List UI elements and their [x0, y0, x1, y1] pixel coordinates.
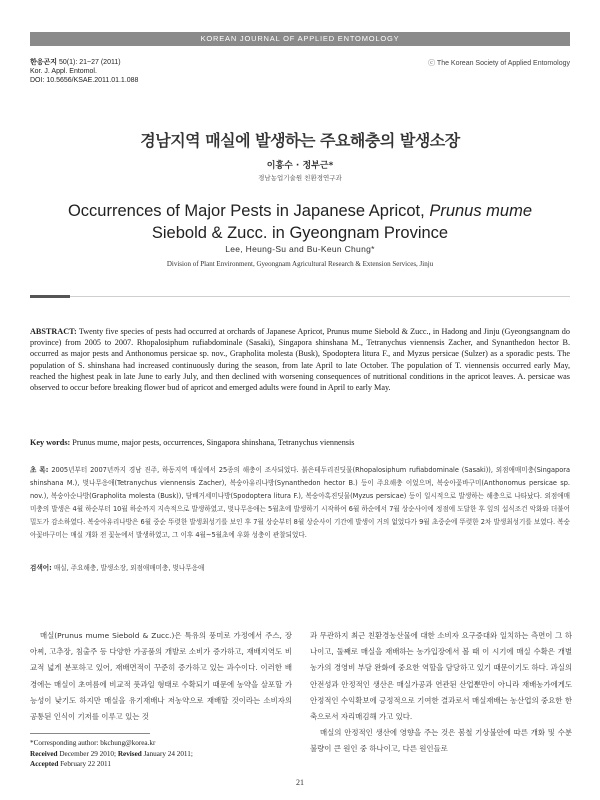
english-authors: Lee, Heung-Su and Bu-Keun Chung*: [225, 244, 375, 254]
korean-authors: 이흥수 · 정부근*: [266, 161, 334, 171]
abstract-text: Twenty five species of pests had occurred at orchards of Japanese Apricot, Prunus mume Siebold & Zucc., in Hadong and Jinju (Gyeongsangnam do province) from 2005 to 2007. Rhopalosiphum rufiabdominale (Sasaki), Singapora shinshana M., Tetranychus viennensis Zacher, and Synanthedon hector B. occurred as major pests and Anthonomus persicae sp. nov., Grapholita molesta (Busk), Spodoptera litura F., and Myzus persicae (Sulzer) as a sporadic pests. The population of S. shinshana had increased continuously during the season, from late April to late October. The population of T. viennensis occurred early May, reached the highest peak in late June to early July, and then declined with worsening consequences of nutritional conditions in the apricot leaves. A. persicae was observed to occur before breaking flower bud of apricot and emerged adults were found in April to early May.: [30, 327, 570, 393]
keywords-text: Prunus mume, major pests, occurrences, Singapora shinshana, Tetranychus viennensis: [72, 438, 355, 447]
english-abstract: [30, 326, 570, 393]
volume-info: 50(1): 21~27 (2011): [59, 59, 121, 66]
keywords-label: Key words:: [30, 438, 71, 447]
received-label: Received: [30, 749, 58, 758]
section-divider-accent: [30, 295, 70, 298]
korean-keywords: [30, 562, 570, 574]
page-number: 21: [296, 778, 304, 787]
korean-keywords-label: 검색어:: [30, 564, 52, 572]
korean-title: 경남지역 매실에 발생하는 주요해충의 발생소장: [140, 131, 460, 150]
body-column-right: [310, 628, 572, 758]
body-paragraph: 매실의 안정적인 생산에 영향을 주는 것은 봄철 기상불안에 따른 개화 및 수분 불량이 큰 원인 중 하나이고, 다른 원인들로: [310, 728, 572, 754]
english-title-line2: Siebold & Zucc. in Gyeongnam Province: [151, 224, 449, 242]
english-keywords: [30, 437, 570, 448]
society-copyright: ⓒ The Korean Society of Applied Entomology: [428, 60, 570, 67]
korean-affiliation: 경남농업기술원 친환경연구과: [258, 174, 342, 182]
english-title-line1: Occurrences of Major Pests in Japanese Apricot,: [67, 202, 430, 220]
body-paragraph: 매실(Prunus mume Siebold & Zucc.)은 특유의 풍미로 가정에서 주스, 장아찌, 고추장, 침출주 등 다양한 가공품의 개발로 소비가 증가하고, 재배지역도 비교적 넓게 분포하고 있어, 재배면적이 꾸준히 증가하고 있는 과수이다. 이러한 배경에는 매실이 초여름에 비교적 풋과일 형태로 수확되기 때문에 농약을 살포할 가능성이 낮기도 하지만 매실을 유기재배나 저농약으로 재배할 것이라는 소비자의 공통된 인식이 기저를 이루고 있는 것: [30, 631, 292, 722]
section-divider: [30, 296, 570, 297]
revised-date: January 24 2011;: [143, 749, 193, 758]
corresponding-email[interactable]: bkchung@korea.kr: [100, 739, 156, 747]
body-paragraph: 과 무관하지 최근 친환경농산물에 대한 소비자 요구증대와 일치하는 측면이 그 하나이고, 둘째로 매실을 재배하는 농가입장에서 볼 때 이 시기에 매실 수확은 개별농가의 경영비 부담 완화에 중요한 역할을 담당하고 있기 때문이기도 하다. 과실의 안전성과 안정적인 생산은 매실가공과 연관된 산업뿐만이 아니라 재배농가에게도 안정적인 수익확보에 긍정적으로 기여한 결과로서 매실재배는 농산업의 중요한 한 축으로서 자리매김해 가고 있다.: [310, 631, 572, 722]
corresponding-label: *Corresponding author:: [30, 739, 99, 747]
revised-label: Revised: [117, 749, 142, 758]
korean-abstract-label: 초 록:: [30, 466, 49, 474]
journal-banner-text: KOREAN JOURNAL OF APPLIED ENTOMOLOGY: [200, 34, 400, 43]
english-title: [0, 200, 600, 244]
accepted-label: Accepted: [30, 760, 59, 768]
journal-abbreviation: Kor. J. Appl. Entomol.: [30, 68, 97, 75]
citation-block: [30, 58, 138, 85]
abstract-label: ABSTRACT:: [30, 327, 77, 336]
korean-abstract: [30, 464, 570, 542]
journal-korean-name: 한응곤지: [30, 59, 58, 66]
journal-banner: [30, 32, 570, 46]
english-title-species: Prunus mume: [429, 202, 533, 220]
korean-abstract-text: 2005년부터 2007년까지 경남 진주, 하동지역 매실에서 25종의 해충이 조사되었다. 붉은테두리진딧물(Rhopalosiphum rufiabdominale (Sasaki)), 외점애매미충(Singapora shinshana M.), 벚나무응애(Tetranychus viennensis Zacher), 복숭아유리나방(Synanthedon hector B.) 등이 주요해충 이었으며, 복숭아꽃바구미(Anthonomus persicae sp. nov.), 복숭아순나방(Grapholita molesta (Busk)), 담배거세미나방(Spodoptera litura F.), 복숭아혹진딧물(Myzus persicae) 등이 일시적으로 발생하는 해충으로 나타났다. 외점애매미충의 발생은 4월 하순부터 10월 하순까지 지속적으로 발생하였고, 벚나무응애는 5월초에 발생하기 시작하여 6월 하순에서 7월 상순사이에 정점에 도달한 후 잎의 섭식조건 악화와 더불어 밀도가 감소하였다. 복숭아유리나방은 6월 중순 뚜렷한 발생최성기를 보인 후 7월 상순부터 8월 상순사이 기간에 발생이 거의 없었다가 9월 초중순에 뚜렷한 2차 발생최성기를 보였다. 복숭아꽃바구미는 매실 개화 전 꽃눈에서 발생하였고, 그 이후 4월~5월초에 우화 성충이 관찰되었다.: [30, 466, 570, 539]
korean-keywords-text: 매실, 주요해충, 발생소장, 외점애매미충, 벚나무응애: [53, 564, 205, 572]
body-column-left: [30, 628, 292, 725]
english-affiliation: Division of Plant Environment, Gyeongnam Agricultural Research & Extension Services, Jinju: [166, 260, 434, 268]
footnote: [30, 738, 292, 770]
received-date: December 29 2010;: [59, 749, 117, 758]
footnote-divider: [30, 733, 150, 734]
accepted-date: February 22 2011: [60, 760, 111, 768]
doi: DOI: 10.5656/KSAE.2011.01.1.088: [30, 77, 139, 84]
